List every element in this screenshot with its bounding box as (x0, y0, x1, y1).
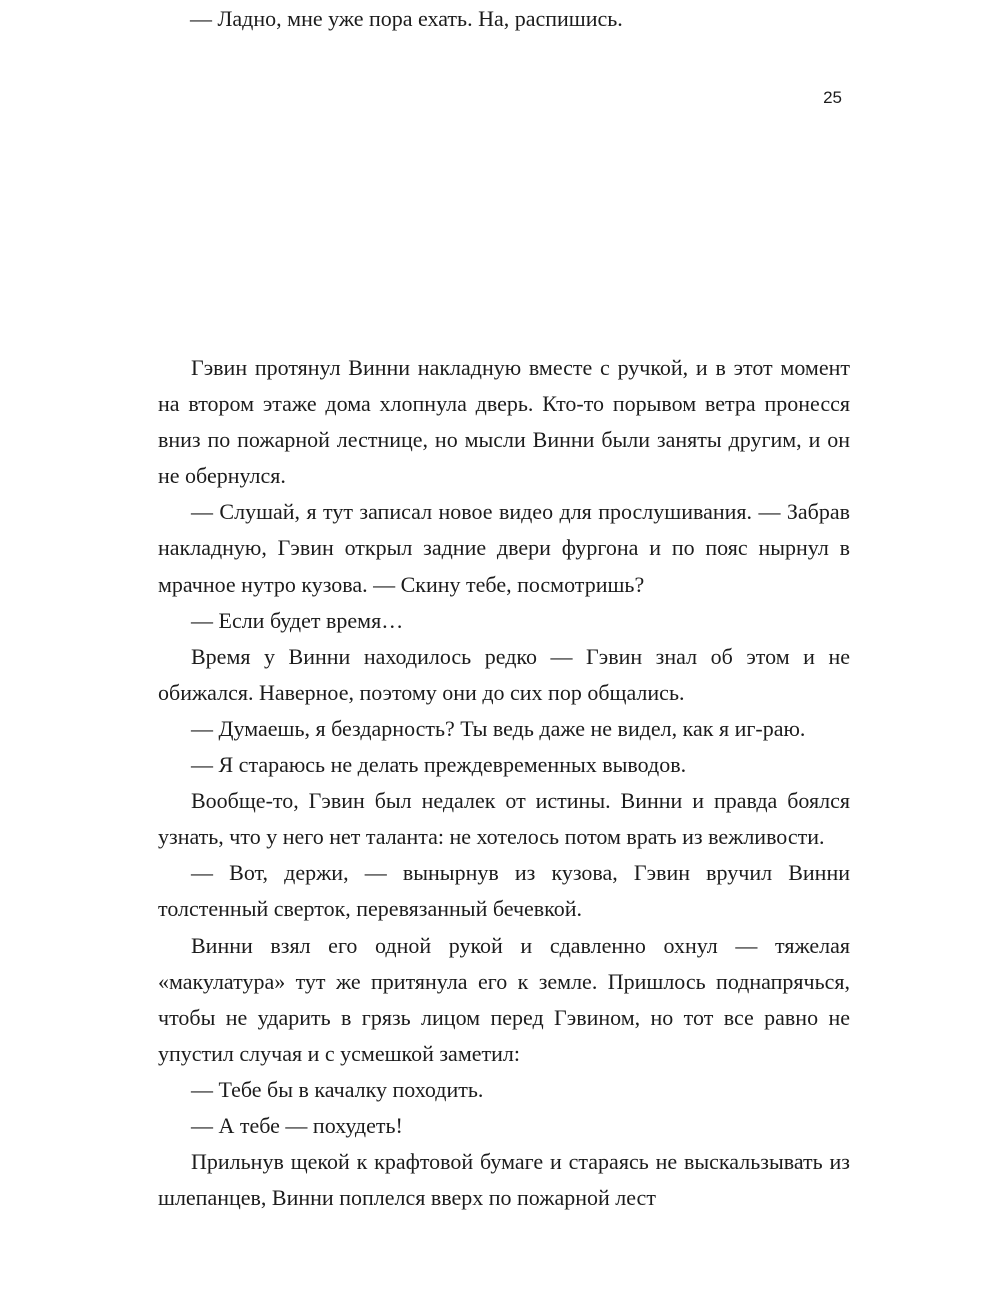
dialogue-line: — Вот, держи, — вынырнув из кузова, Гэвин вручил Винни толстенный сверток, перевязанный бечевкой. (158, 860, 850, 922)
dialogue-line: — Думаешь, я бездарность? Ты ведь даже не видел, как я иг-раю. (191, 715, 806, 741)
body-text (158, 350, 850, 1216)
dialogue-line: — Слушай, я тут записал новое видео для прослушивания. — Забрав накладную, Гэвин открыл задние двери фургона и по пояс нырнул в мрачное нутро кузова. — Скину тебе, посмотришь? (158, 499, 850, 597)
paragraph: Время у Винни находилось редко — Гэвин знал об этом и не обижался. Наверное, поэтому они до сих пор общались. (158, 643, 850, 705)
paragraph: Гэвин протянул Винни накладную вместе с ручкой, и в этот момент на втором этаже дома хлопнула дверь. Кто-то порывом ветра пронесся вниз по пожарной лестнице, но мысли Винни были заняты другим, и он не обернулся. (158, 355, 850, 489)
page-number: 25 (823, 88, 842, 107)
paragraph: Винни взял его одной рукой и сдавленно охнул — тяжелая «макулатура» тут же притянула его к земле. Пришлось поднапрячься, чтобы не ударить в грязь лицом перед Гэвином, но тот все равно не упустил случая и с усмешкой заметил: (158, 932, 850, 1066)
paragraph: Прильнув щекой к крафтовой бумаге и стараясь не выскальзывать из шлепанцев, Винни поплелся вверх по пожарной лест (158, 1149, 850, 1211)
previous-page-last-line: — Ладно, мне уже пора ехать. На, распишись. (190, 6, 623, 31)
dialogue-line: — Я стараюсь не делать преждевременных выводов. (191, 752, 687, 778)
dialogue-line: — А тебе — похудеть! (191, 1112, 403, 1138)
dialogue-line: — Если будет время… (191, 607, 404, 633)
dialogue-line: — Тебе бы в качалку походить. (191, 1076, 484, 1102)
paragraph: Вообще-то, Гэвин был недалек от истины. Винни и правда боялся узнать, что у него нет таланта: не хотелось потом врать из вежливости. (158, 788, 850, 850)
